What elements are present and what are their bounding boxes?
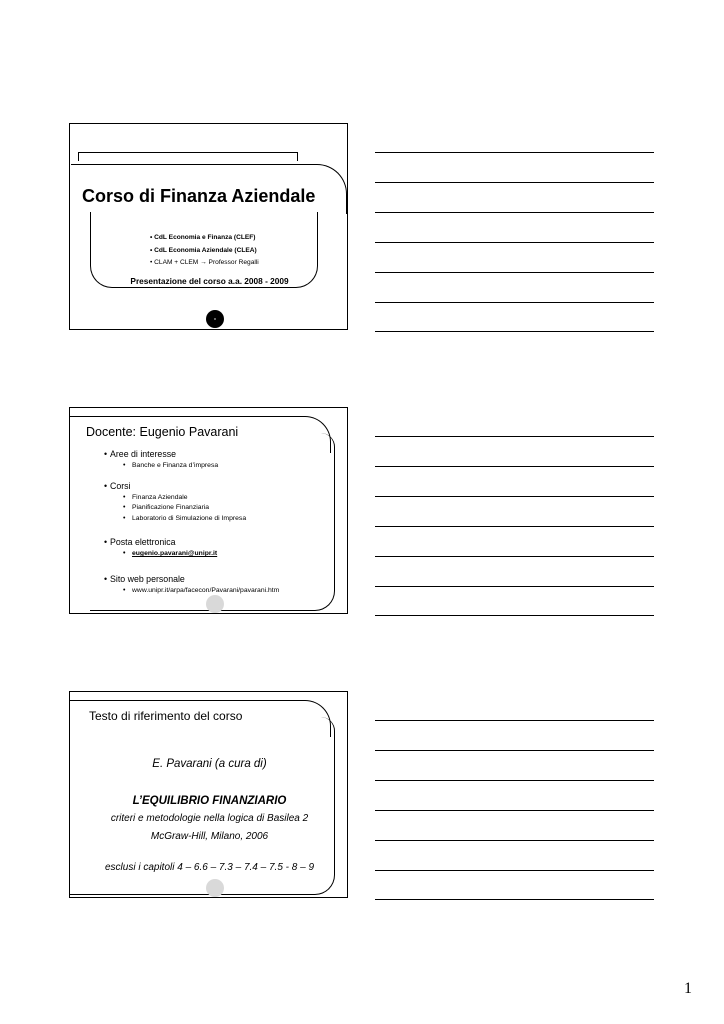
- section-heading: • Corsi: [110, 481, 131, 491]
- section-heading: • Aree di interesse: [110, 449, 176, 459]
- excluded-chapters: esclusi i capitoli 4 – 6.6 – 7.3 – 7.4 – 7.5 - 8 – 9: [104, 862, 315, 873]
- section-item: • Pianificazione Finanziaria: [132, 504, 209, 511]
- course-item: • CdL Economia e Finanza (CLEF): [150, 234, 256, 241]
- slide-marker-dot: [206, 595, 224, 613]
- course-item: • CLAM + CLEM → Professor Regalli: [150, 259, 259, 266]
- book-subtitle: criteri e metodologie nella logica di Basilea 2: [110, 813, 309, 824]
- slide-marker-dot: [206, 310, 224, 328]
- slide-title: Docente: Eugenio Pavarani: [86, 425, 239, 439]
- section-item: • Finanza Aziendale: [132, 494, 188, 501]
- presentation-footer: Presentazione del corso a.a. 2008 - 2009: [130, 276, 289, 286]
- title-decoration: [78, 152, 298, 161]
- slide-marker-dot: [206, 879, 224, 897]
- email-link[interactable]: • eugenio.pavarani@unipr.it: [132, 550, 217, 557]
- section-item: • Banche e Finanza d’impresa: [132, 462, 218, 469]
- section-heading: • Posta elettronica: [110, 537, 176, 547]
- book-title: L’EQUILIBRIO FINANZIARIO: [132, 795, 287, 807]
- course-item: • CdL Economia Aziendale (CLEA): [150, 247, 257, 254]
- website-link[interactable]: • www.unipr.it/arpa/facecon/Pavarani/pavarani.htm: [132, 587, 279, 594]
- slide-1: [69, 123, 348, 330]
- section-heading: • Sito web personale: [110, 574, 185, 584]
- slide-title: Testo di riferimento del corso: [89, 709, 243, 723]
- page-number: 1: [684, 980, 692, 997]
- book-author: E. Pavarani (a cura di): [152, 758, 267, 770]
- content-frame: [90, 433, 335, 611]
- book-publisher: McGraw-Hill, Milano, 2006: [150, 831, 269, 842]
- slide-2: [69, 407, 348, 614]
- slide-3: [69, 691, 348, 898]
- slide-title: Corso di Finanza Aziendale: [82, 186, 316, 206]
- section-item: • Laboratorio di Simulazione di Impresa: [132, 515, 246, 522]
